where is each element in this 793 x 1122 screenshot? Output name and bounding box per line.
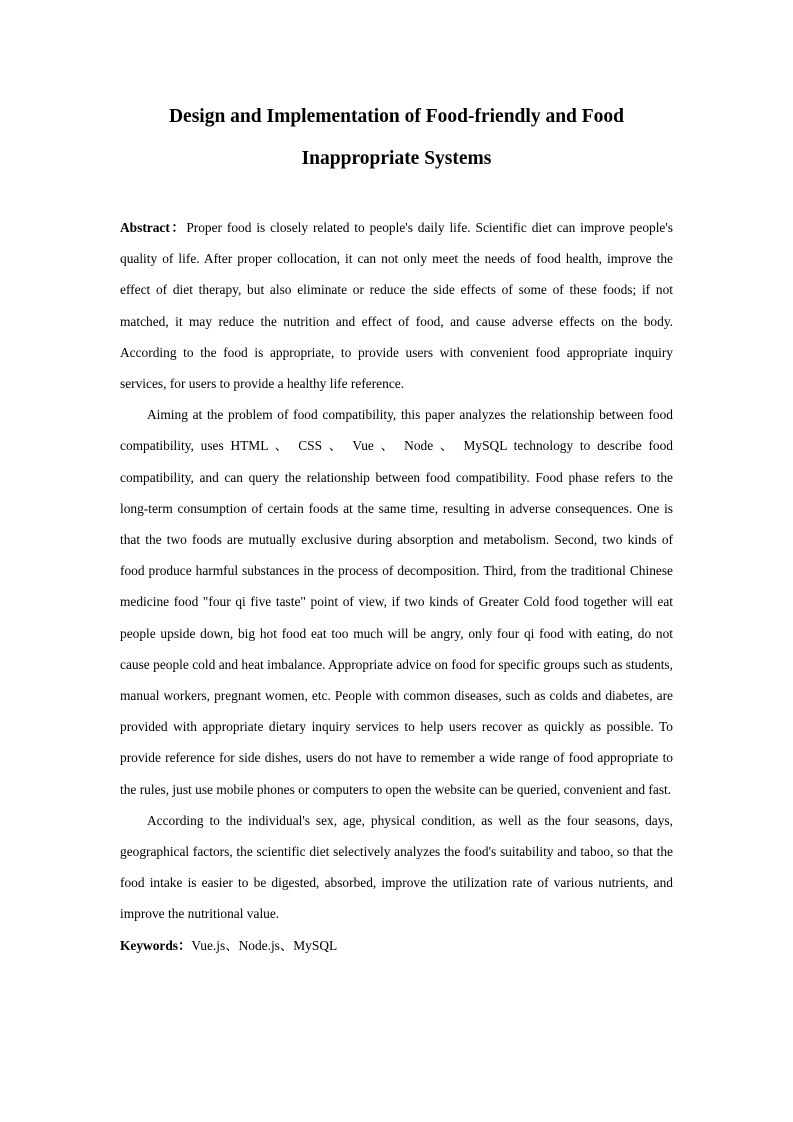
abstract-label: Abstract： bbox=[120, 220, 187, 235]
abstract-section bbox=[120, 212, 673, 961]
keywords-line bbox=[120, 930, 673, 961]
keywords-value: Vue.js、Node.js、MySQL bbox=[191, 937, 338, 953]
abstract-paragraph-3: According to the individual's sex, age, physical condition, as well as the four seasons, days, geographical factors, the scientific diet selectively analyzes the food's suitability and taboo, so that the food intake is easier to be digested, absorbed, improve the utilization rate of various nutrients, and improve the nutritional value. bbox=[120, 812, 673, 922]
abstract-paragraph-2: Aiming at the problem of food compatibility, this paper analyzes the relationship between food compatibility, uses HTML 、 CSS 、 Vue 、 Node 、 MySQL technology to describe food compatibility, and can query the relationship between food compatibility. Food phase refers to the long-term consumption of certain foods at the same time, resulting in adverse consequences. One is that the two foods are mutually exclusive during absorption and metabolism. Second, two kinds of food produce harmful substances in the process of decomposition. Third, from the traditional Chinese medicine food "four qi five taste" point of view, if two kinds of Greater Cold food together will eat people upside down, big hot food eat too much will be angry, only four qi food with eating, do not cause people cold and heat imbalance. Appropriate advice on food for specific groups such as students, manual workers, pregnant women, etc. People with common diseases, such as colds and diabetes, are provided with appropriate dietary inquiry services to help users recover as quickly as possible. To provide reference for side dishes, users do not have to remember a wide range of food appropriate to the rules, just use mobile phones or computers to open the website can be queried, convenient and fast. bbox=[120, 407, 673, 797]
abstract-paragraph-1 bbox=[120, 212, 673, 399]
keywords-label: Keywords： bbox=[120, 937, 192, 953]
abstract-paragraph-1-text: Proper food is closely related to people's daily life. Scientific diet can improve people's quality of life. After proper collocation, it can not only meet the needs of food health, improve the effect of diet therapy, but also eliminate or reduce the side effects of some of these foods; if not matched, it may reduce the nutrition and effect of food, and cause adverse effects on the body. According to the food is appropriate, to provide users with convenient food appropriate inquiry services, for users to provide a healthy life reference. bbox=[120, 220, 673, 392]
title-line-2: Inappropriate Systems bbox=[301, 148, 492, 169]
title-line-1: Design and Implementation of Food-friendly and Food bbox=[168, 106, 625, 127]
